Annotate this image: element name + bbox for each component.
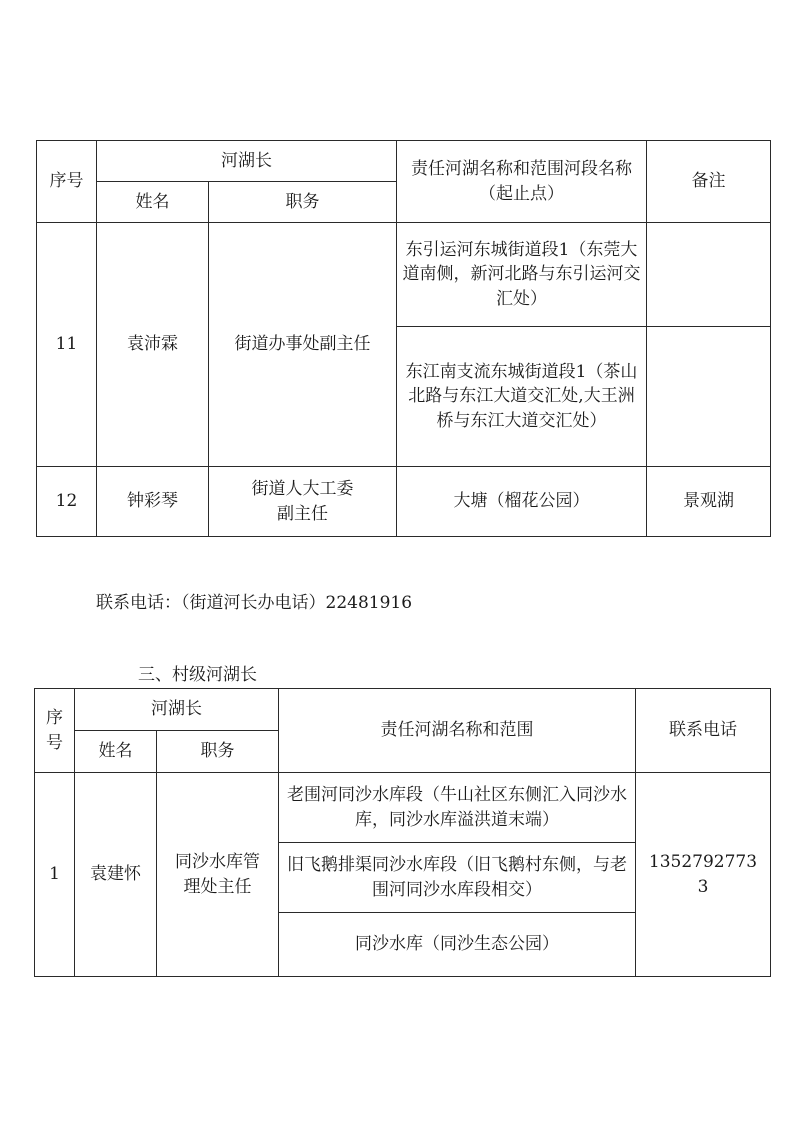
- contact-phone-line: 联系电话：（街道河长办电话）22481916: [96, 593, 413, 613]
- row-remark: [647, 327, 771, 467]
- header-remark: 备注: [647, 141, 771, 223]
- row-scope: 老围河同沙水库段（牛山社区东侧汇入同沙水库，同沙水库溢洪道末端）: [279, 773, 636, 843]
- header-scope: 责任河湖名称和范围: [279, 689, 636, 773]
- header-seq: 序号: [35, 689, 75, 773]
- row-remark: [647, 223, 771, 327]
- row-position: 街道人大工委副主任: [209, 467, 397, 537]
- row-scope: 旧飞鹅排渠同沙水库段（旧飞鹅村东侧，与老围河同沙水库段相交）: [279, 843, 636, 913]
- row-scope: 大塘（榴花公园）: [397, 467, 647, 537]
- river-chief-table-street: [36, 140, 771, 537]
- header-position: 职务: [157, 731, 279, 773]
- header-phone: 联系电话: [636, 689, 771, 773]
- row-seq: 12: [37, 467, 97, 537]
- row-name: 钟彩琴: [97, 467, 209, 537]
- section-title: 三、村级河湖长: [138, 665, 257, 685]
- row-position: 街道办事处副主任: [209, 223, 397, 467]
- header-scope: 责任河湖名称和范围河段名称（起止点）: [397, 141, 647, 223]
- header-river-chief: 河湖长: [75, 689, 279, 731]
- row-name: 袁建怀: [75, 773, 157, 977]
- header-position: 职务: [209, 182, 397, 223]
- header-river-chief: 河湖长: [97, 141, 397, 182]
- row-scope: 同沙水库（同沙生态公园）: [279, 913, 636, 977]
- row-scope: 东江南支流东城街道段1（茶山北路与东江大道交汇处,大王洲桥与东江大道交汇处）: [397, 327, 647, 467]
- row-scope: 东引运河东城街道段1（东莞大道南侧，新河北路与东引运河交汇处）: [397, 223, 647, 327]
- row-name: 袁沛霖: [97, 223, 209, 467]
- row-seq: 1: [35, 773, 75, 977]
- header-name: 姓名: [97, 182, 209, 223]
- header-name: 姓名: [75, 731, 157, 773]
- row-remark: 景观湖: [647, 467, 771, 537]
- river-chief-table-village: [34, 688, 771, 977]
- header-seq: 序号: [37, 141, 97, 223]
- row-position: 同沙水库管理处主任: [157, 773, 279, 977]
- row-seq: 11: [37, 223, 97, 467]
- row-phone: 13527927733: [636, 773, 771, 977]
